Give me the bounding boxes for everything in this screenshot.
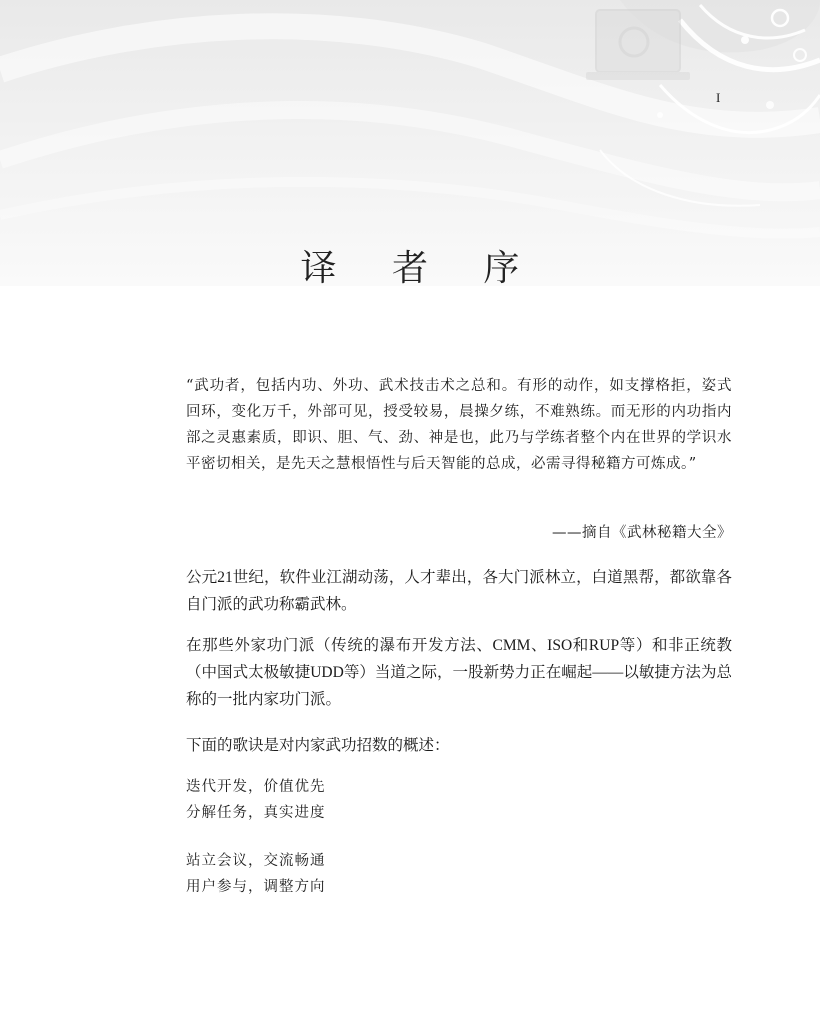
paragraph-3: 下面的歌诀是对内家武功招数的概述：: [186, 737, 450, 754]
verse-line: 站立会议，交流畅通: [186, 853, 326, 869]
paragraph-2: 在那些外家功门派（传统的瀑布开发方法、CMM、ISO和RUP等）和非正统教（中国式太极敏捷UDD等）当道之际，一股新势力正在崛起——以敏捷方法为总称的一批内家功门派。: [186, 637, 732, 708]
verse-stanza: [186, 774, 732, 826]
quote-attribution: ——摘自《武林秘籍大全》: [552, 525, 732, 541]
verse-stanza: [186, 848, 732, 900]
verse-line: 用户参与，调整方向: [186, 879, 326, 895]
header-banner: [0, 0, 820, 286]
paragraph-1: 公元21世纪，软件业江湖动荡，人才辈出，各大门派林立，白道黑帮，都欲靠各自门派的武功称霸武林。: [186, 569, 732, 613]
quote-text: “武功者，包括内功、外功、武术技击术之总和。有形的动作，如支撑格拒，姿式回环，变化万千，外部可见，授受较易，晨操夕练，不难熟练。而无形的内功指内部之灵惠素质，即识、胆、气、劲、神是也，此乃与学练者整个内在世界的学识水平密切相关，是先天之慧根悟性与后天智能的总成，必需寻得秘籍方可炼成。”: [186, 378, 732, 472]
verse-line: 迭代开发，价值优先: [186, 779, 326, 795]
verse-line: 分解任务，真实进度: [186, 805, 326, 821]
page-number: I: [716, 90, 721, 105]
page-title: 译 者 序: [300, 248, 542, 286]
